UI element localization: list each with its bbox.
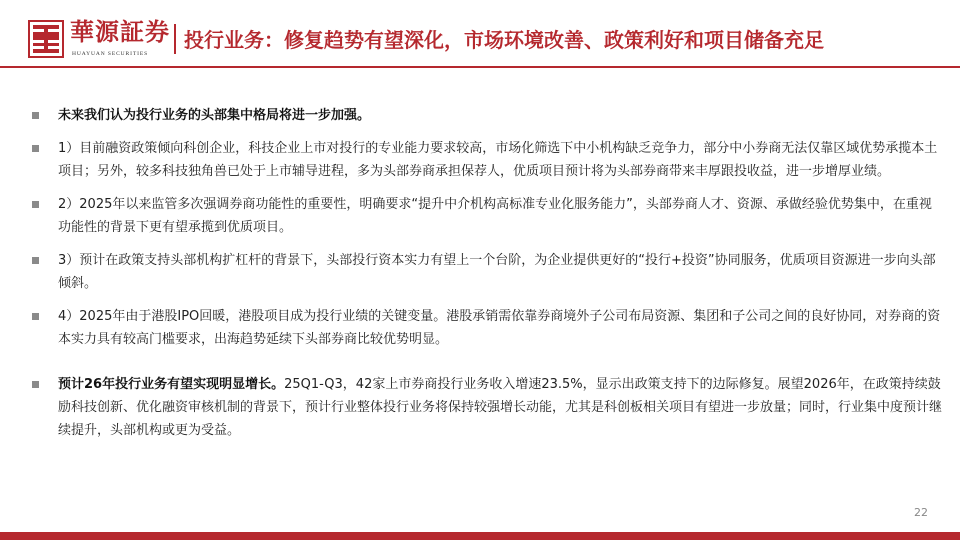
page-number: 22 [914,506,928,519]
bullet-item-headline [30,104,942,127]
bullet-item-4 [30,305,942,351]
bullet-item-1 [30,137,942,183]
huayuan-logo-icon [28,20,64,58]
bullet-list [30,104,942,351]
bullet-body: 1）目前融资政策倾向科创企业，科技企业上市对投行的专业能力要求较高，市场化筛选下中小机构缺乏竞争力，部分中小券商无法仅靠区域优势承揽本土项目；另外，较多科技独角兽已处于上市辅导进程，多为头部券商承担保荐人，优质项目预计将为头部券商带来丰厚跟投收益，进一步增厚业绩。 [58,141,938,179]
footer-bar [0,532,960,540]
slide-header [0,0,960,72]
summary-body: 25Q1-Q3，42家上市券商投行业务收入增速23.5%，显示出政策支持下的边际修复。展望2026年，在政策持续鼓励科技创新、优化融资审核机制的背景下，预计行业整体投行业务将保持较强增长动能，尤其是科创板相关项目有望进一步放量；同时，行业集中度预计继续提升，头部机构或更为受益。 [58,377,943,438]
summary-lead: 预计26年投行业务有望实现明显增长。 [58,377,285,392]
logo-text: 華源証券 [70,17,170,46]
bullet-item-2 [30,193,942,239]
summary-paragraph [30,373,942,442]
header-rule [0,66,960,68]
slide-content [30,104,942,442]
logo-subtext: HUAYUAN SECURITIES [72,51,149,57]
bullet-square-icon [32,257,39,264]
page-title: 投行业务：修复趋势有望深化，市场环境改善、政策利好和项目储备充足 [184,28,824,52]
bullet-body: 2）2025年以来监管多次强调券商功能性的重要性，明确要求“提升中介机构高标准专业化服务能力”，头部券商人才、资源、承做经验优势集中，在重视功能性的背景下更有望承揽到优质项目。 [58,197,932,235]
bullet-item-3 [30,249,942,295]
bullet-square-icon [32,381,39,388]
bullet-lead: 未来我们认为投行业务的头部集中格局将进一步加强。 [58,108,371,123]
bullet-square-icon [32,112,39,119]
bullet-body: 4）2025年由于港股IPO回暖，港股项目成为投行业绩的关键变量。港股承销需依靠券商境外子公司布局资源、集团和子公司之间的良好协同，对券商的资本实力具有较高门槛要求，出海趋势延续下头部券商比较优势明显。 [58,309,941,347]
bullet-square-icon [32,313,39,320]
bullet-square-icon [32,201,39,208]
header-divider [174,24,176,54]
bullet-body: 3）预计在政策支持头部机构扩杠杆的背景下，头部投行资本实力有望上一个台阶，为企业提供更好的“投行+投资”协同服务，优质项目资源进一步向头部倾斜。 [58,253,936,291]
bullet-square-icon [32,145,39,152]
